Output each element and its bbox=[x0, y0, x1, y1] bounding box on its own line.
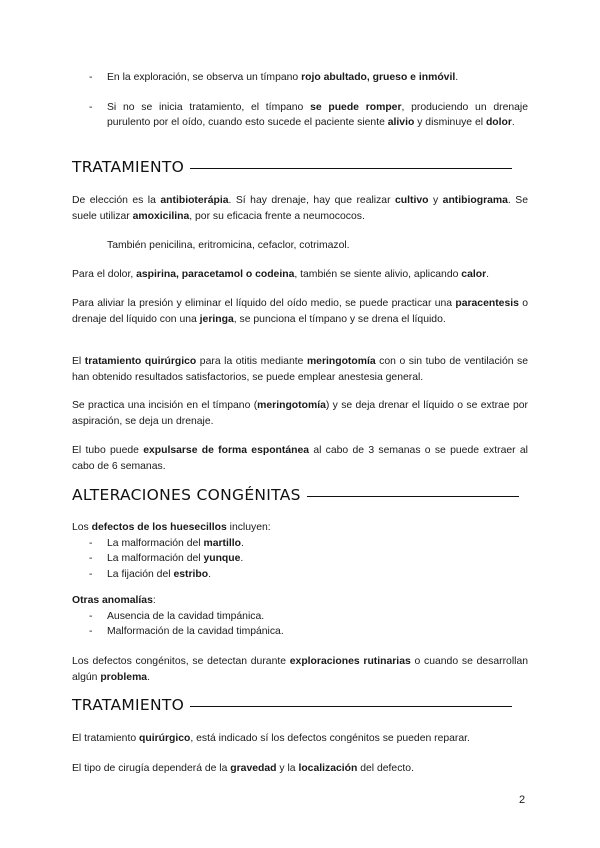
list-item bbox=[72, 624, 528, 640]
list-item bbox=[72, 551, 528, 567]
bold-text: cultivo bbox=[395, 195, 429, 206]
list-marker: - bbox=[89, 626, 93, 637]
text-run: con o sin tubo de ventilación se han obtenido resultados satisfactorios, se puede emplear anestesia general. bbox=[72, 356, 529, 383]
paragraph bbox=[72, 296, 528, 327]
paragraph bbox=[72, 354, 528, 385]
text-run: . Se suele utilizar bbox=[72, 195, 528, 222]
bold-text: calor bbox=[461, 269, 487, 280]
text-run: , produciendo un drenaje purulento por el oído, cuando esto sucede el paciente siente bbox=[107, 101, 528, 128]
list-marker: - bbox=[89, 72, 93, 83]
text-run: Para aliviar la presión y eliminar el líquido del oído medio, se puede practicar una bbox=[72, 298, 456, 309]
text-run: El bbox=[72, 356, 85, 367]
text-run: y bbox=[428, 195, 443, 206]
text-run: . bbox=[147, 671, 150, 683]
text-run: Los defectos congénitos, se detectan durante bbox=[72, 656, 290, 667]
list-marker: - bbox=[89, 568, 93, 580]
text-run: del defecto. bbox=[357, 763, 414, 774]
text-run: y la bbox=[276, 763, 299, 774]
text-run: El tratamiento bbox=[72, 733, 139, 744]
text-run: incluyen: bbox=[226, 522, 271, 533]
list-item-text bbox=[107, 611, 264, 622]
text-run: . Sí hay drenaje, hay que realizar bbox=[228, 195, 396, 206]
text-run: Los bbox=[72, 522, 92, 533]
heading-text: TRATAMIENTO bbox=[72, 696, 185, 714]
list-marker: - bbox=[89, 610, 93, 622]
page-number: 2 bbox=[519, 794, 526, 806]
heading-text: ALTERACIONES CONGÉNITAS bbox=[72, 486, 301, 504]
heading-rule bbox=[190, 706, 512, 707]
text-run: . bbox=[208, 568, 211, 580]
bold-text: amoxicilina bbox=[132, 210, 190, 222]
text-run: ) y se deja drenar el líquido o se extrae por aspiración, se deja un drenaje. bbox=[72, 400, 528, 427]
paragraph bbox=[72, 731, 528, 747]
list-item bbox=[72, 70, 528, 86]
list-marker: - bbox=[89, 101, 93, 113]
text-run: o cuando se desarrollan algún bbox=[72, 656, 528, 683]
text-run: y disminuye el bbox=[414, 117, 486, 128]
text-run: Para el dolor, bbox=[72, 269, 137, 280]
text-run: , se punciona el tímpano y se drena el líquido. bbox=[233, 313, 446, 325]
text-run: : bbox=[152, 595, 156, 606]
paragraph bbox=[72, 267, 528, 283]
text-run: . bbox=[240, 537, 244, 549]
section-heading-tratamiento-2 bbox=[72, 695, 512, 715]
bold-text: aspirina, paracetamol o codeina bbox=[136, 269, 295, 280]
list-item-text bbox=[107, 72, 458, 83]
bold-text: gravedad bbox=[230, 763, 277, 774]
defectos-intro bbox=[72, 520, 528, 536]
heading-rule bbox=[307, 496, 519, 497]
defectos-section bbox=[72, 520, 528, 582]
bold-text: martillo bbox=[203, 537, 241, 549]
text-run: , por su eficacia frente a neumococos. bbox=[189, 210, 365, 222]
list-item-text bbox=[107, 553, 243, 564]
text-run: Ausencia de la cavidad timpánica. bbox=[107, 610, 265, 622]
bold-text: paracentesis bbox=[455, 298, 519, 309]
text-run: Si no se inicia tratamiento, el tímpano bbox=[107, 101, 311, 113]
list-marker: - bbox=[89, 553, 93, 564]
bold-text: quirúrgico bbox=[139, 733, 191, 744]
list-item bbox=[72, 100, 528, 131]
list-item-text bbox=[107, 626, 284, 637]
text-run: Malformación de la cavidad timpánica. bbox=[107, 626, 284, 637]
list-item bbox=[72, 536, 528, 552]
text-run: La malformación del bbox=[107, 537, 204, 549]
bold-text: problema bbox=[100, 671, 148, 683]
list-item-text bbox=[107, 569, 211, 580]
bold-text: alivio bbox=[387, 117, 415, 128]
paragraph bbox=[72, 443, 528, 474]
text-run: El tipo de cirugía dependerá de la bbox=[72, 763, 231, 774]
otras-section bbox=[72, 593, 528, 640]
text-run: En la exploración, se observa un tímpano bbox=[107, 72, 302, 83]
section-heading-tratamiento bbox=[72, 157, 512, 177]
bold-text: se puede romper bbox=[310, 101, 402, 113]
list-item bbox=[72, 609, 528, 625]
top-list bbox=[72, 70, 528, 131]
bold-text: defectos de los huesecillos bbox=[91, 522, 227, 533]
heading-rule bbox=[190, 168, 512, 169]
paragraph bbox=[72, 193, 528, 224]
text-run: La malformación del bbox=[107, 553, 204, 564]
list-marker: - bbox=[89, 537, 93, 549]
text-run: La fijación del bbox=[107, 568, 174, 580]
text-run: , también se siente alivio, aplicando bbox=[294, 269, 462, 280]
bold-text: meringotomía bbox=[306, 356, 376, 367]
list-item bbox=[72, 567, 528, 583]
text-run: . bbox=[455, 72, 459, 83]
text-run: al cabo de 3 semanas o se puede extraer al cabo de 6 semanas. bbox=[72, 445, 528, 472]
text-run: , está indicado sí los defectos congénitos se pueden reparar. bbox=[190, 733, 470, 744]
list-item-text bbox=[107, 538, 244, 549]
paragraph bbox=[72, 398, 528, 429]
bold-text: expulsarse de forma espontánea bbox=[143, 445, 310, 456]
paragraph bbox=[72, 654, 528, 685]
paragraph bbox=[72, 761, 528, 777]
paragraph-indented: También penicilina, eritromicina, cefaclor, cotrimazol. bbox=[107, 240, 350, 251]
text-run: para la otitis mediante bbox=[196, 356, 307, 367]
text-run: o drenaje del líquido con una bbox=[72, 298, 528, 325]
text-run: . bbox=[240, 553, 244, 564]
list-item-text bbox=[107, 102, 528, 129]
bold-text: antibioterápia bbox=[160, 195, 229, 206]
bold-text: yunque bbox=[203, 553, 241, 564]
text-run: . bbox=[511, 117, 515, 128]
bold-text: rojo abultado, grueso e inmóvil bbox=[301, 72, 456, 83]
heading-text: TRATAMIENTO bbox=[72, 158, 185, 176]
bold-text: tratamiento quirúrgico bbox=[84, 356, 197, 367]
section-heading-alteraciones bbox=[72, 485, 519, 505]
text-run: Se practica una incisión en el tímpano ( bbox=[72, 400, 258, 411]
bold-text: dolor bbox=[485, 117, 512, 128]
otras-intro bbox=[72, 593, 528, 609]
bold-text: estribo bbox=[173, 568, 209, 580]
bold-text: meringotomía bbox=[257, 400, 326, 411]
bold-text: Otras anomalías bbox=[72, 595, 153, 606]
text-run: El tubo puede bbox=[72, 445, 144, 456]
bold-text: jeringa bbox=[199, 313, 234, 325]
bold-text: localización bbox=[298, 763, 358, 774]
bold-text: antibiograma bbox=[442, 195, 508, 206]
text-run: . bbox=[486, 269, 490, 280]
text-run: De elección es la bbox=[72, 195, 161, 206]
bold-text: exploraciones rutinarias bbox=[289, 656, 411, 667]
